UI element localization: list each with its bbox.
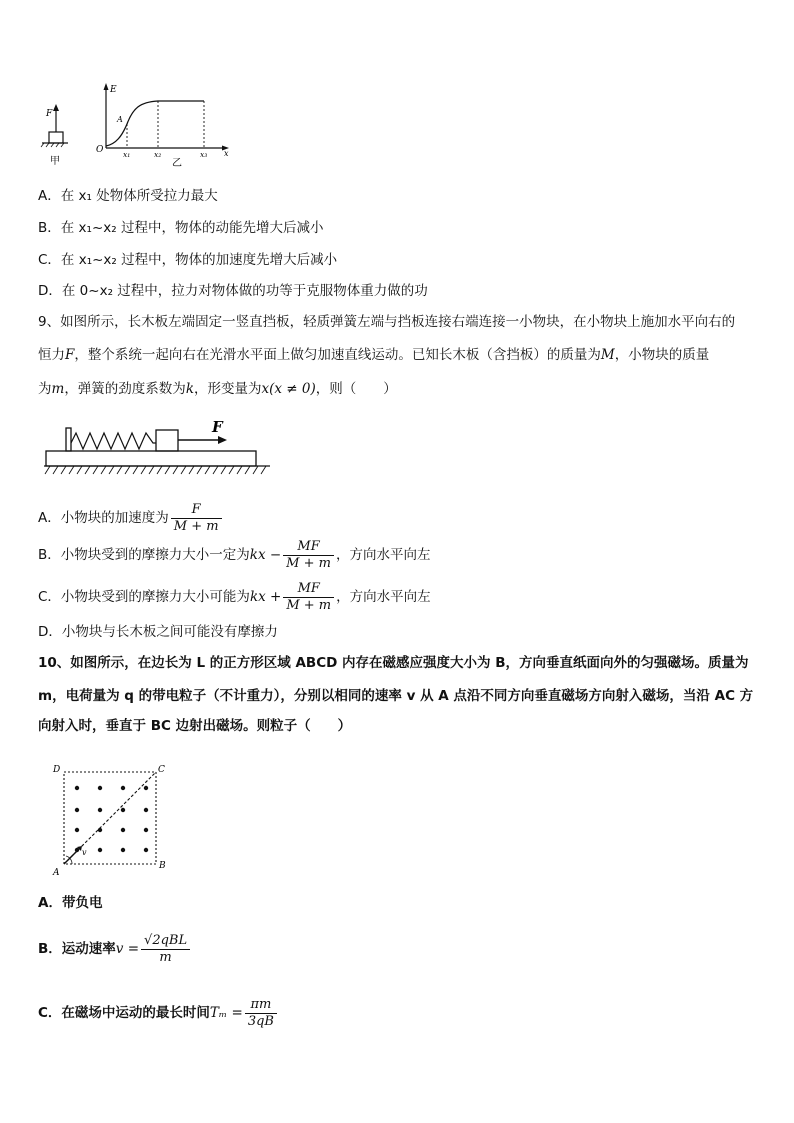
tick-x1-label: x₁ [123, 150, 131, 159]
tick-x2-label: x₂ [154, 150, 162, 159]
axis-E-label: E [110, 85, 117, 95]
force-F-label: F [212, 418, 223, 436]
q9-stem-line1: 9、如图所示，长木板左端固定一竖直挡板，轻质弹簧左端与挡板连接右端连接一小物块，在小物块上施加水平向右的 [38, 314, 736, 330]
q8-option-c: C．在 x₁~x₂ 过程中，物体的加速度先增大后减小 [38, 252, 338, 268]
q10-stem-line1: 10、如图所示，在边长为 L 的正方形区域 ABCD 内存在磁感应强度大小为 B，方向垂直纸面向外的匀强磁场。质量为 [38, 655, 749, 671]
q9-figure [40, 415, 280, 485]
q8-option-b: B．在 x₁~x₂ 过程中，物体的动能先增大后减小 [38, 220, 324, 236]
vertex-A-label: A [53, 868, 60, 878]
vertex-C-label: C [158, 765, 165, 775]
long-board [46, 451, 256, 466]
velocity-v-label: v [82, 848, 87, 857]
q10-option-c: C．在磁场中运动的最长时间Tₘ = $\frac{\pi m}{3qB}$ [38, 992, 279, 1034]
vertex-D-label: D [53, 765, 61, 775]
vertex-B-label: B [159, 861, 166, 871]
q10-stem-line2: m，电荷量为 q 的带电粒子（不计重力），分别以相同的速率 v 从 A 点沿不同方向垂直磁场方向射入磁场，当沿 AC 方 [38, 688, 754, 704]
yi-label: 乙 [172, 158, 182, 169]
q8-figure [38, 80, 238, 170]
q10-option-a: A．带负电 [38, 895, 103, 911]
q8-option-d: D．在 0~x₂ 过程中，拉力对物体做的功等于克服物体重力做的功 [38, 283, 428, 299]
axis-x-label: x [224, 149, 229, 158]
tick-x3-label: x₃ [200, 150, 208, 159]
jia-F-label: F [46, 109, 53, 119]
spring [71, 433, 156, 449]
q9-option-c: C．小物块受到的摩擦力大小可能为kx + $\frac{MF}{M + m}$ ，方向水平向左 [38, 580, 431, 613]
jia-label: 甲 [50, 156, 60, 167]
small-block [156, 430, 178, 451]
point-A-label: A [117, 115, 123, 124]
figure-yi [96, 83, 229, 169]
q10-figure [44, 760, 184, 878]
figure-jia [41, 104, 68, 167]
q10-option-b: B．运动速率v = $\frac{\text{√2qBL}}{m}$ [38, 928, 192, 970]
q9-option-d: D．小物块与长木板之间可能没有摩擦力 [38, 624, 278, 640]
baffle [66, 428, 71, 451]
q8-option-a: A．在 x₁ 处物体所受拉力最大 [38, 188, 218, 204]
q10-stem-line3: 向射入时，垂直于 BC 边射出磁场。则粒子（ ） [38, 718, 352, 734]
q9-option-b: B．小物块受到的摩擦力大小一定为kx − $\frac{MF}{M + m}$ ，方向水平向左 [38, 538, 431, 571]
q9-stem-line3: 为m，弹簧的劲度系数为k，形变量为x(x ≠ 0)，则（ ） [38, 381, 397, 397]
q9-option-a: A．小物块的加速度为 $\frac{F}{M + m}$ [38, 500, 224, 536]
origin-O-label: O [96, 145, 104, 155]
q9-stem-line2: 恒力F，整个系统一起向右在光滑水平面上做匀加速直线运动。已知长木板（含挡板）的质量为M，小物块的质量 [38, 347, 710, 363]
